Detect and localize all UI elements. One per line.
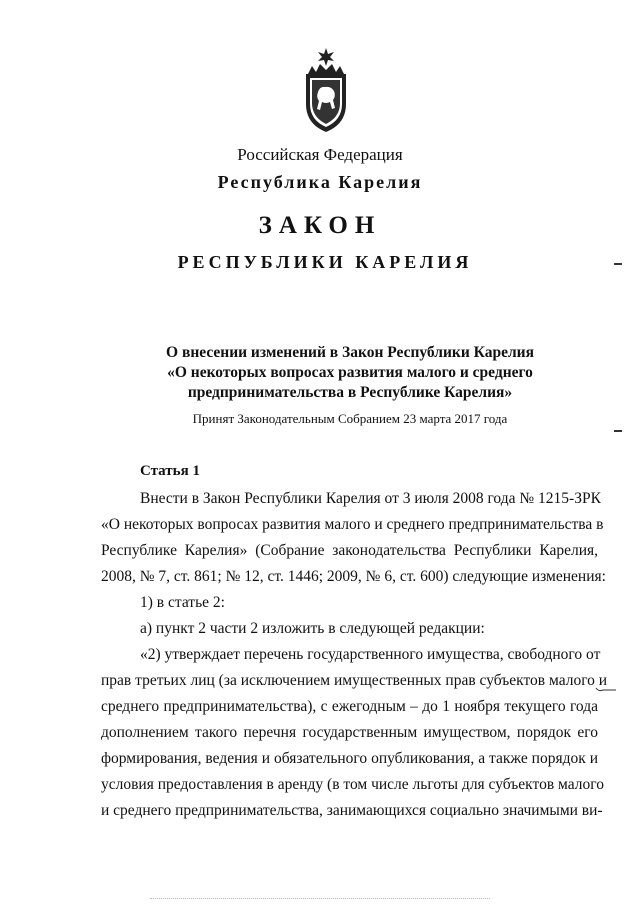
body-line: «2) утверждает перечень государственного имущества, свободного от	[140, 646, 601, 663]
body-line: а) пункт 2 части 2 изложить в следующей редакции:	[140, 620, 485, 637]
margin-tick	[614, 263, 622, 265]
federation-title: Российская Федерация	[237, 145, 403, 164]
body-line: Республике Карелия» (Собрание законодательства Республики Карелия,	[101, 542, 598, 559]
republic-title: Республика Карелия	[217, 172, 423, 192]
karelia-coat-of-arms-icon	[298, 46, 354, 136]
law-title: ЗАКОН	[258, 212, 382, 239]
heading-line: О внесении изменений в Закон Республики Карелия	[166, 344, 534, 361]
heading-line: «О некоторых вопросах развития малого и среднего	[167, 364, 533, 381]
body-line: и среднего предпринимательства, занимающихся социально значимыми ви-	[101, 802, 603, 819]
law-subtitle: РЕСПУБЛИКИ КАРЕЛИЯ	[177, 252, 473, 272]
body-line: условия предоставления в аренду (в том числе льготы для субъектов малого	[101, 776, 604, 793]
handwritten-mark-icon	[595, 686, 617, 694]
body-line: дополнением такого перечня государственным имуществом, порядок его	[101, 724, 598, 741]
body-line: Внести в Закон Республики Карелия от 3 июля 2008 года № 1215-ЗРК	[140, 490, 601, 507]
article-label: Статья 1	[140, 463, 200, 479]
margin-tick	[614, 430, 622, 432]
heading-line: предпринимательства в Республике Карелия»	[187, 384, 513, 401]
law-heading	[150, 343, 550, 403]
body-line: среднего предпринимательства), с ежегодным – до 1 ноября текущего года	[101, 698, 598, 715]
body-line: 1) в статье 2:	[140, 594, 225, 611]
body-line: прав третьих лиц (за исключением имущественных прав субъектов малого и	[101, 672, 608, 689]
scan-artifact	[150, 898, 490, 903]
body-line: формирования, ведения и обязательного опубликования, а также порядок и	[101, 750, 598, 767]
body-line: 2008, № 7, ст. 861; № 12, ст. 1446; 2009, № 6, ст. 600) следующие изменения:	[101, 568, 606, 585]
adoption-date: Принят Законодательным Собранием 23 марта 2017 года	[192, 411, 508, 426]
body-line: «О некоторых вопросах развития малого и среднего предпринимательства в	[101, 516, 604, 533]
